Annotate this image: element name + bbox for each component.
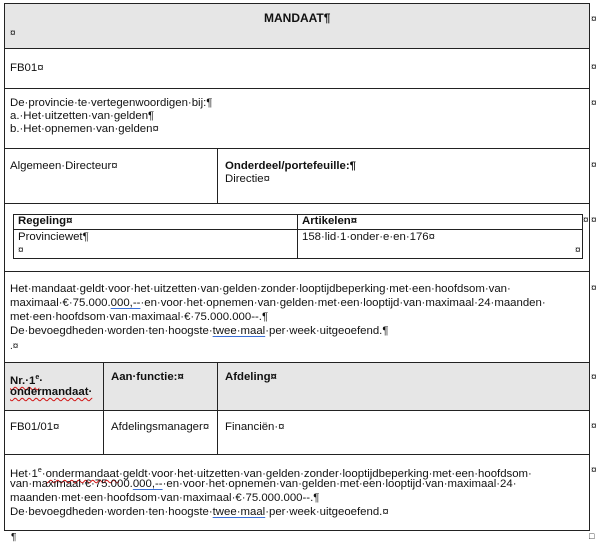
mandate-text-line: maximaal·€·75.000.000,--·en·voor·het·opnemen·van·gelden·met·een·looptijd·van·maximaal·24·maanden·	[10, 297, 546, 309]
inner-table	[13, 214, 589, 259]
row-end-mark: ¤	[591, 283, 597, 294]
table-border	[4, 362, 590, 363]
inner-cell-end-mark: ¤	[18, 245, 24, 256]
intro-line: a.·Het·uitzetten·van·gelden¶	[10, 110, 155, 122]
intro-line: De·provincie·te·vertegenwoordigen·bij:¶	[10, 97, 213, 109]
table-border	[4, 3, 590, 4]
table-border	[4, 271, 590, 272]
role-left: Algemeen·Directeur¤	[10, 160, 118, 172]
inner-row-end-mark: ¤	[583, 215, 589, 226]
subheader-ondermandaat: ondermandaat·	[10, 386, 93, 398]
table-resize-handle[interactable]: □	[589, 531, 595, 541]
row-end-mark: ¤	[591, 62, 597, 73]
mandate-text-end: .¤	[10, 341, 19, 352]
role-right-value: Directie¤	[225, 173, 270, 185]
mandate-text-line: met·een·hoofdsom·van·maximaal·€·75.000.000--.¶	[10, 311, 269, 323]
row-end-mark: ¤	[591, 14, 597, 25]
inner-cell-regeling: Provinciewet¶	[18, 231, 89, 243]
row-end-mark: ¤	[591, 215, 597, 226]
table-border	[589, 3, 590, 531]
row-end-mark: ¤	[591, 98, 597, 109]
sub-row-code: FB01/01¤	[10, 421, 60, 433]
table-border	[217, 148, 218, 204]
row-end-mark: ¤	[591, 421, 597, 432]
sub-row-function: Afdelingsmanager¤	[111, 421, 210, 433]
table-border	[103, 362, 104, 454]
table-border	[4, 203, 590, 204]
mandate-text-line: De·bevoegdheden·worden·ten·hoogste·twee·maal·per·week·uitgeoefend.¶	[10, 325, 389, 337]
page-title: MANDAAT¶	[264, 11, 331, 25]
table-border	[217, 362, 218, 454]
row-end-mark: ¤	[591, 372, 597, 383]
role-right-label: Onderdeel/portefeuille:¶	[225, 160, 357, 172]
intro-line: b.·Het·opnemen·van·gelden¤	[10, 123, 159, 135]
sub-row-department: Financiën·¤	[225, 421, 285, 433]
table-border	[4, 88, 590, 89]
mandate-text-line: Het·mandaat·geldt·voor·het·uitzetten·van·gelden·zonder·looptijdbeperking·met·een·hoofdsom·van·	[10, 283, 511, 295]
table-border	[4, 530, 590, 531]
sub-text-line: maanden·met·een·hoofdsom·van·maximaal·€·75.000.000--.¶	[10, 492, 320, 504]
inner-header-artikelen: Artikelen¤	[302, 215, 358, 227]
table-border	[4, 148, 590, 149]
subheader-functie: Aan·functie:¤	[111, 371, 184, 383]
subheader-nr: $Nr.\cdot 1^e\cdot$	[10, 374, 44, 387]
subheader-afdeling: Afdeling¤	[225, 371, 277, 383]
sub-text-line: $Het\cdot 1^e\cdot ondermandaat\cdot geldt\cdot voor\cdot het\cdot uitzetten\cdot van\cdot gelden\cdot zonder\cdot looptijdbeperking\cdot met\cdot een\cdot hoofdsom\cdot$	[10, 467, 532, 480]
table-border	[4, 3, 5, 531]
table-border	[4, 454, 590, 455]
row-end-mark: ¤	[591, 465, 597, 476]
inner-header-regeling: Regeling¤	[18, 215, 73, 227]
title-end-mark: ¤	[10, 28, 16, 39]
table-border	[4, 410, 590, 411]
inner-cell-artikelen: 158·lid·1·onder·e·en·176¤	[302, 231, 435, 243]
mandate-code: FB01¤	[10, 62, 44, 74]
sub-text-line: De·bevoegdheden·worden·ten·hoogste·twee·maal·per·week·uitgeoefend.¤	[10, 506, 389, 518]
row-end-mark: ¤	[591, 160, 597, 171]
end-paragraph-mark: ¶	[11, 532, 17, 543]
title-row-shading	[4, 3, 589, 48]
sub-text-line: van·maximaal·€·75.000.000,--·en·voor·het·opnemen·van·gelden·met·een·looptijd·van·maximaal·24·	[10, 478, 517, 490]
table-border	[4, 48, 590, 49]
inner-cell-end-mark: ¤	[575, 245, 581, 256]
